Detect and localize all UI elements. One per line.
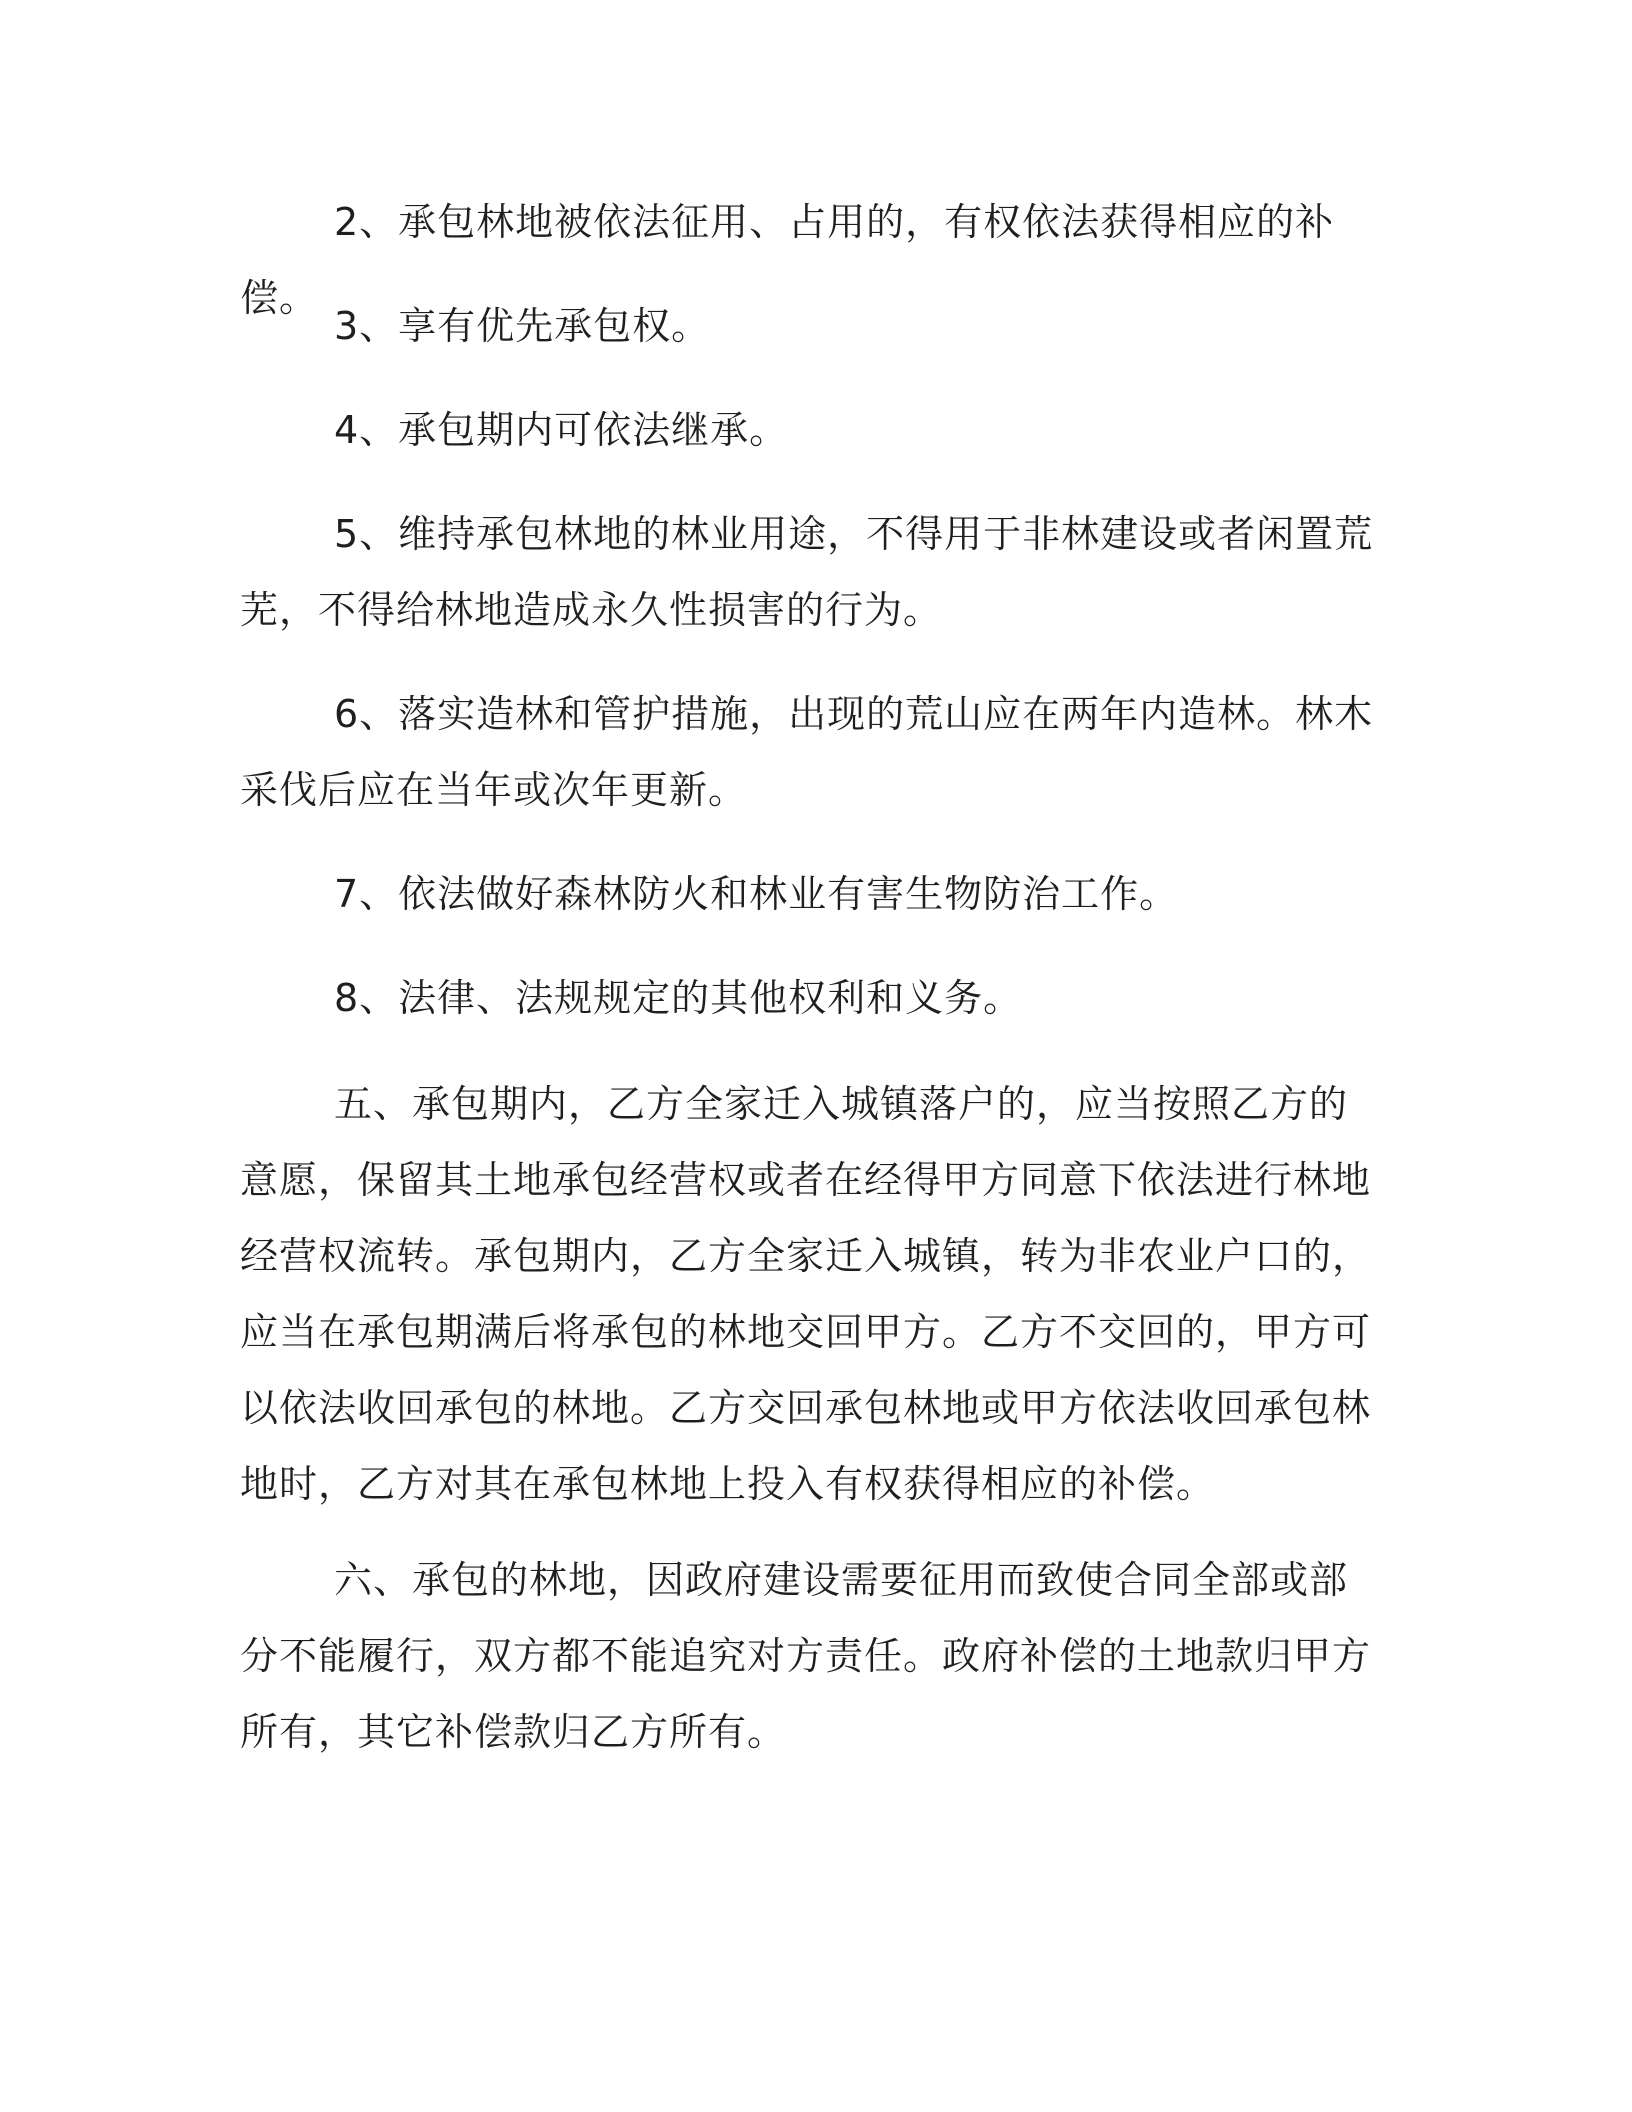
paragraph-item-8: 8、法律、法规规定的其他权利和义务。 bbox=[334, 976, 1023, 1020]
paragraph-item-2: 2、承包林地被依法征用、占用的，有权依法获得相应的补偿。 bbox=[240, 200, 1335, 320]
paragraph-section-6: 六、承包的林地，因政府建设需要征用而致使合同全部或部分不能履行，双方都不能追究对方责任。政府补偿的土地款归甲方所有，其它补偿款归乙方所有。 bbox=[240, 1558, 1372, 1754]
paragraph-item-7: 7、依法做好森林防火和林业有害生物防治工作。 bbox=[334, 872, 1179, 916]
paragraph-item-6: 6、落实造林和管护措施，出现的荒山应在两年内造林。林木采伐后应在当年或次年更新。 bbox=[240, 692, 1374, 812]
paragraph-item-4: 4、承包期内可依法继承。 bbox=[334, 408, 789, 452]
paragraph-section-5: 五、承包期内，乙方全家迁入城镇落户的，应当按照乙方的意愿，保留其土地承包经营权或者在经得甲方同意下依法进行林地经营权流转。承包期内，乙方全家迁入城镇，转为非农业户口的，应当在承包期满后将承包的林地交回甲方。乙方不交回的，甲方可以依法收回承包的林地。乙方交回承包林地或甲方依法收回承包林地时，乙方对其在承包林地上投入有权获得相应的补偿。 bbox=[240, 1082, 1372, 1506]
paragraph-item-5: 5、维持承包林地的林业用途，不得用于非林建设或者闲置荒芜，不得给林地造成永久性损害的行为。 bbox=[240, 512, 1374, 632]
paragraph-item-3: 3、享有优先承包权。 bbox=[334, 304, 711, 348]
